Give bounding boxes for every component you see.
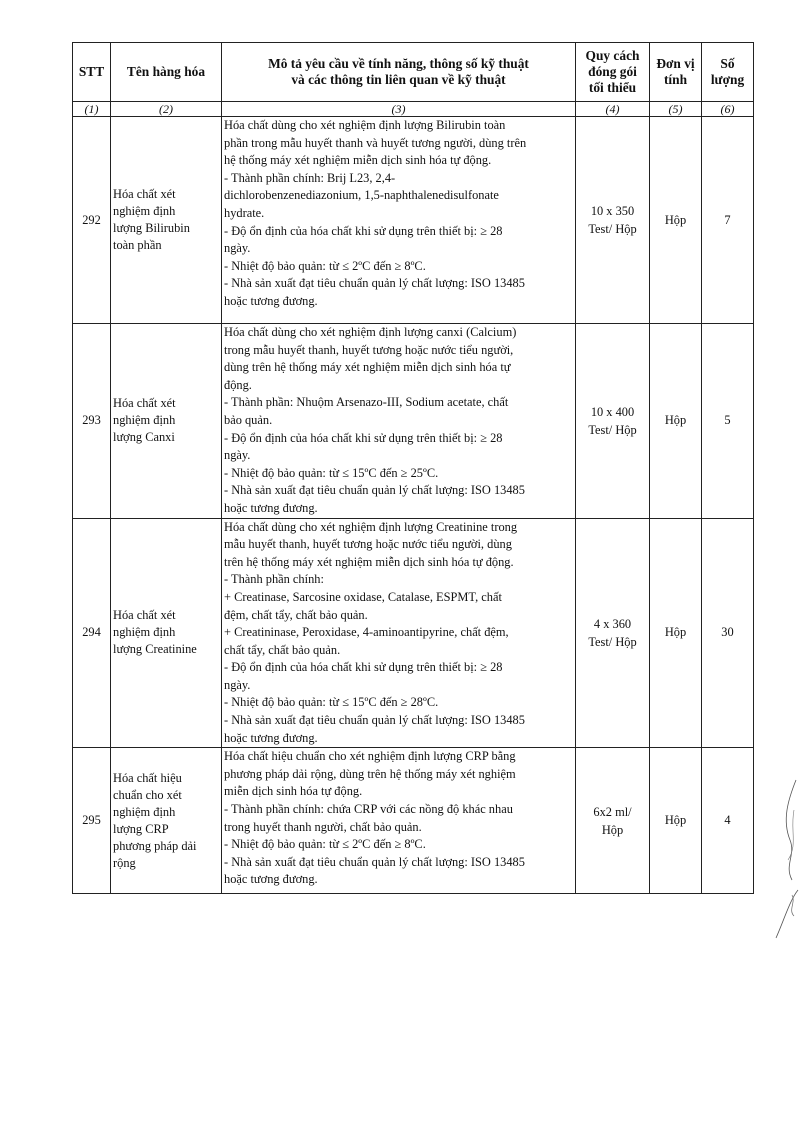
item-description-line: hoặc tương đương.: [224, 730, 318, 745]
item-description-line: dùng trên hệ thống máy xét nghiệm miễn dịch sinh hóa tự: [224, 360, 511, 375]
item-description-line: Hóa chất dùng cho xét nghiệm định lượng Creatinine trong: [224, 519, 518, 534]
header-description-line: và các thông tin liên quan về kỹ thuật: [291, 72, 506, 87]
item-description-line: ngày.: [224, 677, 251, 692]
item-number-cell: 295: [73, 748, 111, 894]
item-description-line: chất tẩy, chất bảo quản.: [224, 642, 341, 657]
header-packaging-line: đóng gói: [588, 64, 637, 79]
item-description-cell: [222, 518, 576, 748]
header-quantity-line: lượng: [710, 72, 745, 87]
product-spec-table: [72, 42, 754, 894]
item-description-line: miễn dịch sinh hóa tự động.: [224, 784, 363, 799]
item-packaging-line: 10 x 400: [590, 404, 635, 419]
table-row: [73, 324, 754, 519]
item-name-line: lượng Bilirubin: [113, 221, 190, 235]
table-row: [73, 518, 754, 748]
item-number-cell: 294: [73, 518, 111, 748]
header-quantity-line: Số: [720, 56, 735, 71]
item-description-line: động.: [224, 377, 252, 392]
item-description-cell: [222, 117, 576, 324]
item-packaging-line: Hộp: [601, 822, 624, 837]
item-quantity-cell: 4: [702, 748, 754, 894]
item-description-line: Hóa chất dùng cho xét nghiệm định lượng canxi (Calcium): [224, 325, 517, 339]
header-stt: STT: [73, 43, 111, 102]
table-body: [73, 117, 754, 894]
item-name-line: Hóa chất xét: [113, 187, 176, 201]
item-name-cell: [111, 518, 222, 748]
item-packaging-line: Test/ Hộp: [588, 422, 637, 437]
item-name-line: Hóa chất hiệu: [113, 770, 182, 785]
item-description-line: - Độ ổn định của hóa chất khi sử dụng trên thiết bị: ≥ 28: [224, 223, 503, 238]
item-packaging-cell: [576, 748, 650, 894]
item-description-line: - Nhà sản xuất đạt tiêu chuẩn quản lý chất lượng: ISO 13485: [224, 276, 525, 291]
item-description-line: mẫu huyết thanh, huyết tương hoặc nước tiểu người, dùng: [224, 537, 512, 552]
item-name-cell: [111, 748, 222, 894]
item-name-line: nghiệm định: [113, 413, 176, 428]
item-packaging-line: Test/ Hộp: [588, 222, 637, 236]
item-packaging-line: Test/ Hộp: [588, 634, 637, 649]
item-description-line: - Nhà sản xuất đạt tiêu chuẩn quản lý chất lượng: ISO 13485: [224, 713, 525, 728]
header-name: Tên hàng hóa: [111, 43, 222, 102]
item-description-line: bảo quản.: [224, 412, 273, 427]
header-unit: [650, 43, 702, 102]
header-description: [222, 43, 576, 102]
header-row: [73, 43, 754, 102]
item-name-line: toàn phần: [113, 238, 162, 252]
item-description-line: trong huyết thanh người, chất bảo quản.: [224, 819, 422, 834]
column-number: (2): [111, 102, 222, 117]
item-description-line: Hóa chất hiệu chuẩn cho xét nghiệm định lượng CRP bằng: [224, 749, 516, 764]
item-name-line: nghiệm định: [113, 804, 176, 819]
item-packaging-line: 6x2 ml/: [593, 804, 632, 819]
item-name-line: rộng: [113, 855, 136, 870]
item-name-cell: [111, 324, 222, 519]
item-number-cell: 293: [73, 324, 111, 519]
column-number: (4): [576, 102, 650, 117]
item-description-line: Hóa chất dùng cho xét nghiệm định lượng Bilirubin toàn: [224, 118, 506, 132]
column-number: (1): [73, 102, 111, 117]
item-description-line: - Độ ổn định của hóa chất khi sử dụng trên thiết bị: ≥ 28: [224, 430, 503, 445]
item-description-line: ngày.: [224, 448, 251, 463]
column-number-row: [73, 102, 754, 117]
item-description-line: hydrate.: [224, 205, 265, 220]
item-packaging-cell: [576, 518, 650, 748]
item-packaging-cell: [576, 324, 650, 519]
item-description-line: - Nhà sản xuất đạt tiêu chuẩn quản lý chất lượng: ISO 13485: [224, 854, 525, 869]
item-name-line: lượng Canxi: [113, 430, 175, 445]
item-description-line: dichlorobenzenediazonium, 1,5-naphthalenedisulfonate: [224, 188, 499, 203]
header-packaging-line: Quy cách: [585, 48, 640, 63]
table-row: [73, 117, 754, 324]
item-description-line: trên hệ thống máy xét nghiệm miễn dịch sinh hóa tự động.: [224, 554, 514, 569]
item-description-line: - Thành phần chính: Brij L23, 2,4-: [224, 170, 396, 185]
item-description-line: trong mẫu huyết thanh, huyết tương hoặc nước tiểu người,: [224, 342, 514, 357]
item-name-line: Hóa chất xét: [113, 396, 176, 411]
item-description-line: phương pháp dải rộng, dùng trên hệ thống máy xét nghiệm: [224, 766, 516, 781]
item-name-line: lượng Creatinine: [113, 642, 197, 657]
item-description-cell: [222, 324, 576, 519]
item-description-line: - Nhiệt độ bảo quản: từ ≤ 2ºC đến ≥ 8ºC.: [224, 837, 426, 852]
item-description-line: hoặc tương đương.: [224, 293, 318, 308]
item-description-line: đệm, chất tẩy, chất bảo quản.: [224, 607, 368, 622]
header-unit-line: tính: [663, 72, 688, 87]
signature-mark: [770, 770, 800, 940]
header-packaging: [576, 43, 650, 102]
item-unit-cell: Hộp: [650, 324, 702, 519]
item-description-line: + Creatinase, Sarcosine oxidase, Catalase, ESPMT, chất: [224, 589, 502, 604]
item-unit-cell: Hộp: [650, 117, 702, 324]
item-name-line: Hóa chất xét: [113, 608, 176, 623]
item-description-line: - Thành phần chính: chứa CRP với các nồng độ khác nhau: [224, 802, 513, 817]
item-unit-cell: Hộp: [650, 518, 702, 748]
item-description-line: + Creatininase, Peroxidase, 4-aminoantipyrine, chất đệm,: [224, 625, 509, 640]
item-quantity-cell: 30: [702, 518, 754, 748]
item-description-line: - Độ ổn định của hóa chất khi sử dụng trên thiết bị: ≥ 28: [224, 660, 503, 675]
column-number: (3): [222, 102, 576, 117]
header-unit-line: Đơn vị: [656, 56, 695, 71]
item-number-cell: 292: [73, 117, 111, 324]
item-packaging-cell: [576, 117, 650, 324]
item-quantity-cell: 5: [702, 324, 754, 519]
item-name-line: lượng CRP: [113, 821, 169, 836]
item-description-line: hoặc tương đương.: [224, 872, 318, 887]
header-quantity: [702, 43, 754, 102]
item-quantity-cell: 7: [702, 117, 754, 324]
table-row: [73, 748, 754, 894]
item-packaging-line: 10 x 350: [590, 204, 635, 218]
item-packaging-line: 4 x 360: [593, 616, 632, 631]
header-packaging-line: tối thiểu: [588, 80, 637, 95]
item-name-line: chuẩn cho xét: [113, 787, 182, 802]
header-description-line: Mô tả yêu cầu về tính năng, thông số kỹ thuật: [268, 56, 529, 71]
item-description-line: - Nhà sản xuất đạt tiêu chuẩn quản lý chất lượng: ISO 13485: [224, 483, 525, 498]
item-name-line: nghiệm định: [113, 625, 176, 640]
item-description-line: hoặc tương đương.: [224, 500, 318, 515]
item-description-line: ngày.: [224, 241, 251, 256]
item-description-line: phần trong mẫu huyết thanh và huyết tương người, dùng trên: [224, 135, 527, 150]
item-name-cell: [111, 117, 222, 324]
item-description-line: - Nhiệt độ bảo quản: từ ≤ 15ºC đến ≥ 25ºC.: [224, 465, 439, 480]
item-description-line: - Nhiệt độ bảo quản: từ ≤ 2ºC đến ≥ 8ºC.: [224, 258, 426, 273]
item-description-line: hệ thống máy xét nghiệm miễn dịch sinh hóa tự động.: [224, 153, 492, 168]
item-description-line: - Thành phần chính:: [224, 572, 324, 587]
item-name-line: phương pháp dải: [113, 838, 197, 853]
item-name-line: nghiệm định: [113, 204, 176, 218]
column-number: (6): [702, 102, 754, 117]
item-description-line: - Thành phần: Nhuộm Arsenazo-III, Sodium acetate, chất: [224, 395, 509, 410]
item-description-cell: [222, 748, 576, 894]
item-unit-cell: Hộp: [650, 748, 702, 894]
item-description-line: - Nhiệt độ bảo quản: từ ≤ 15ºC đến ≥ 28ºC.: [224, 695, 439, 710]
column-number: (5): [650, 102, 702, 117]
